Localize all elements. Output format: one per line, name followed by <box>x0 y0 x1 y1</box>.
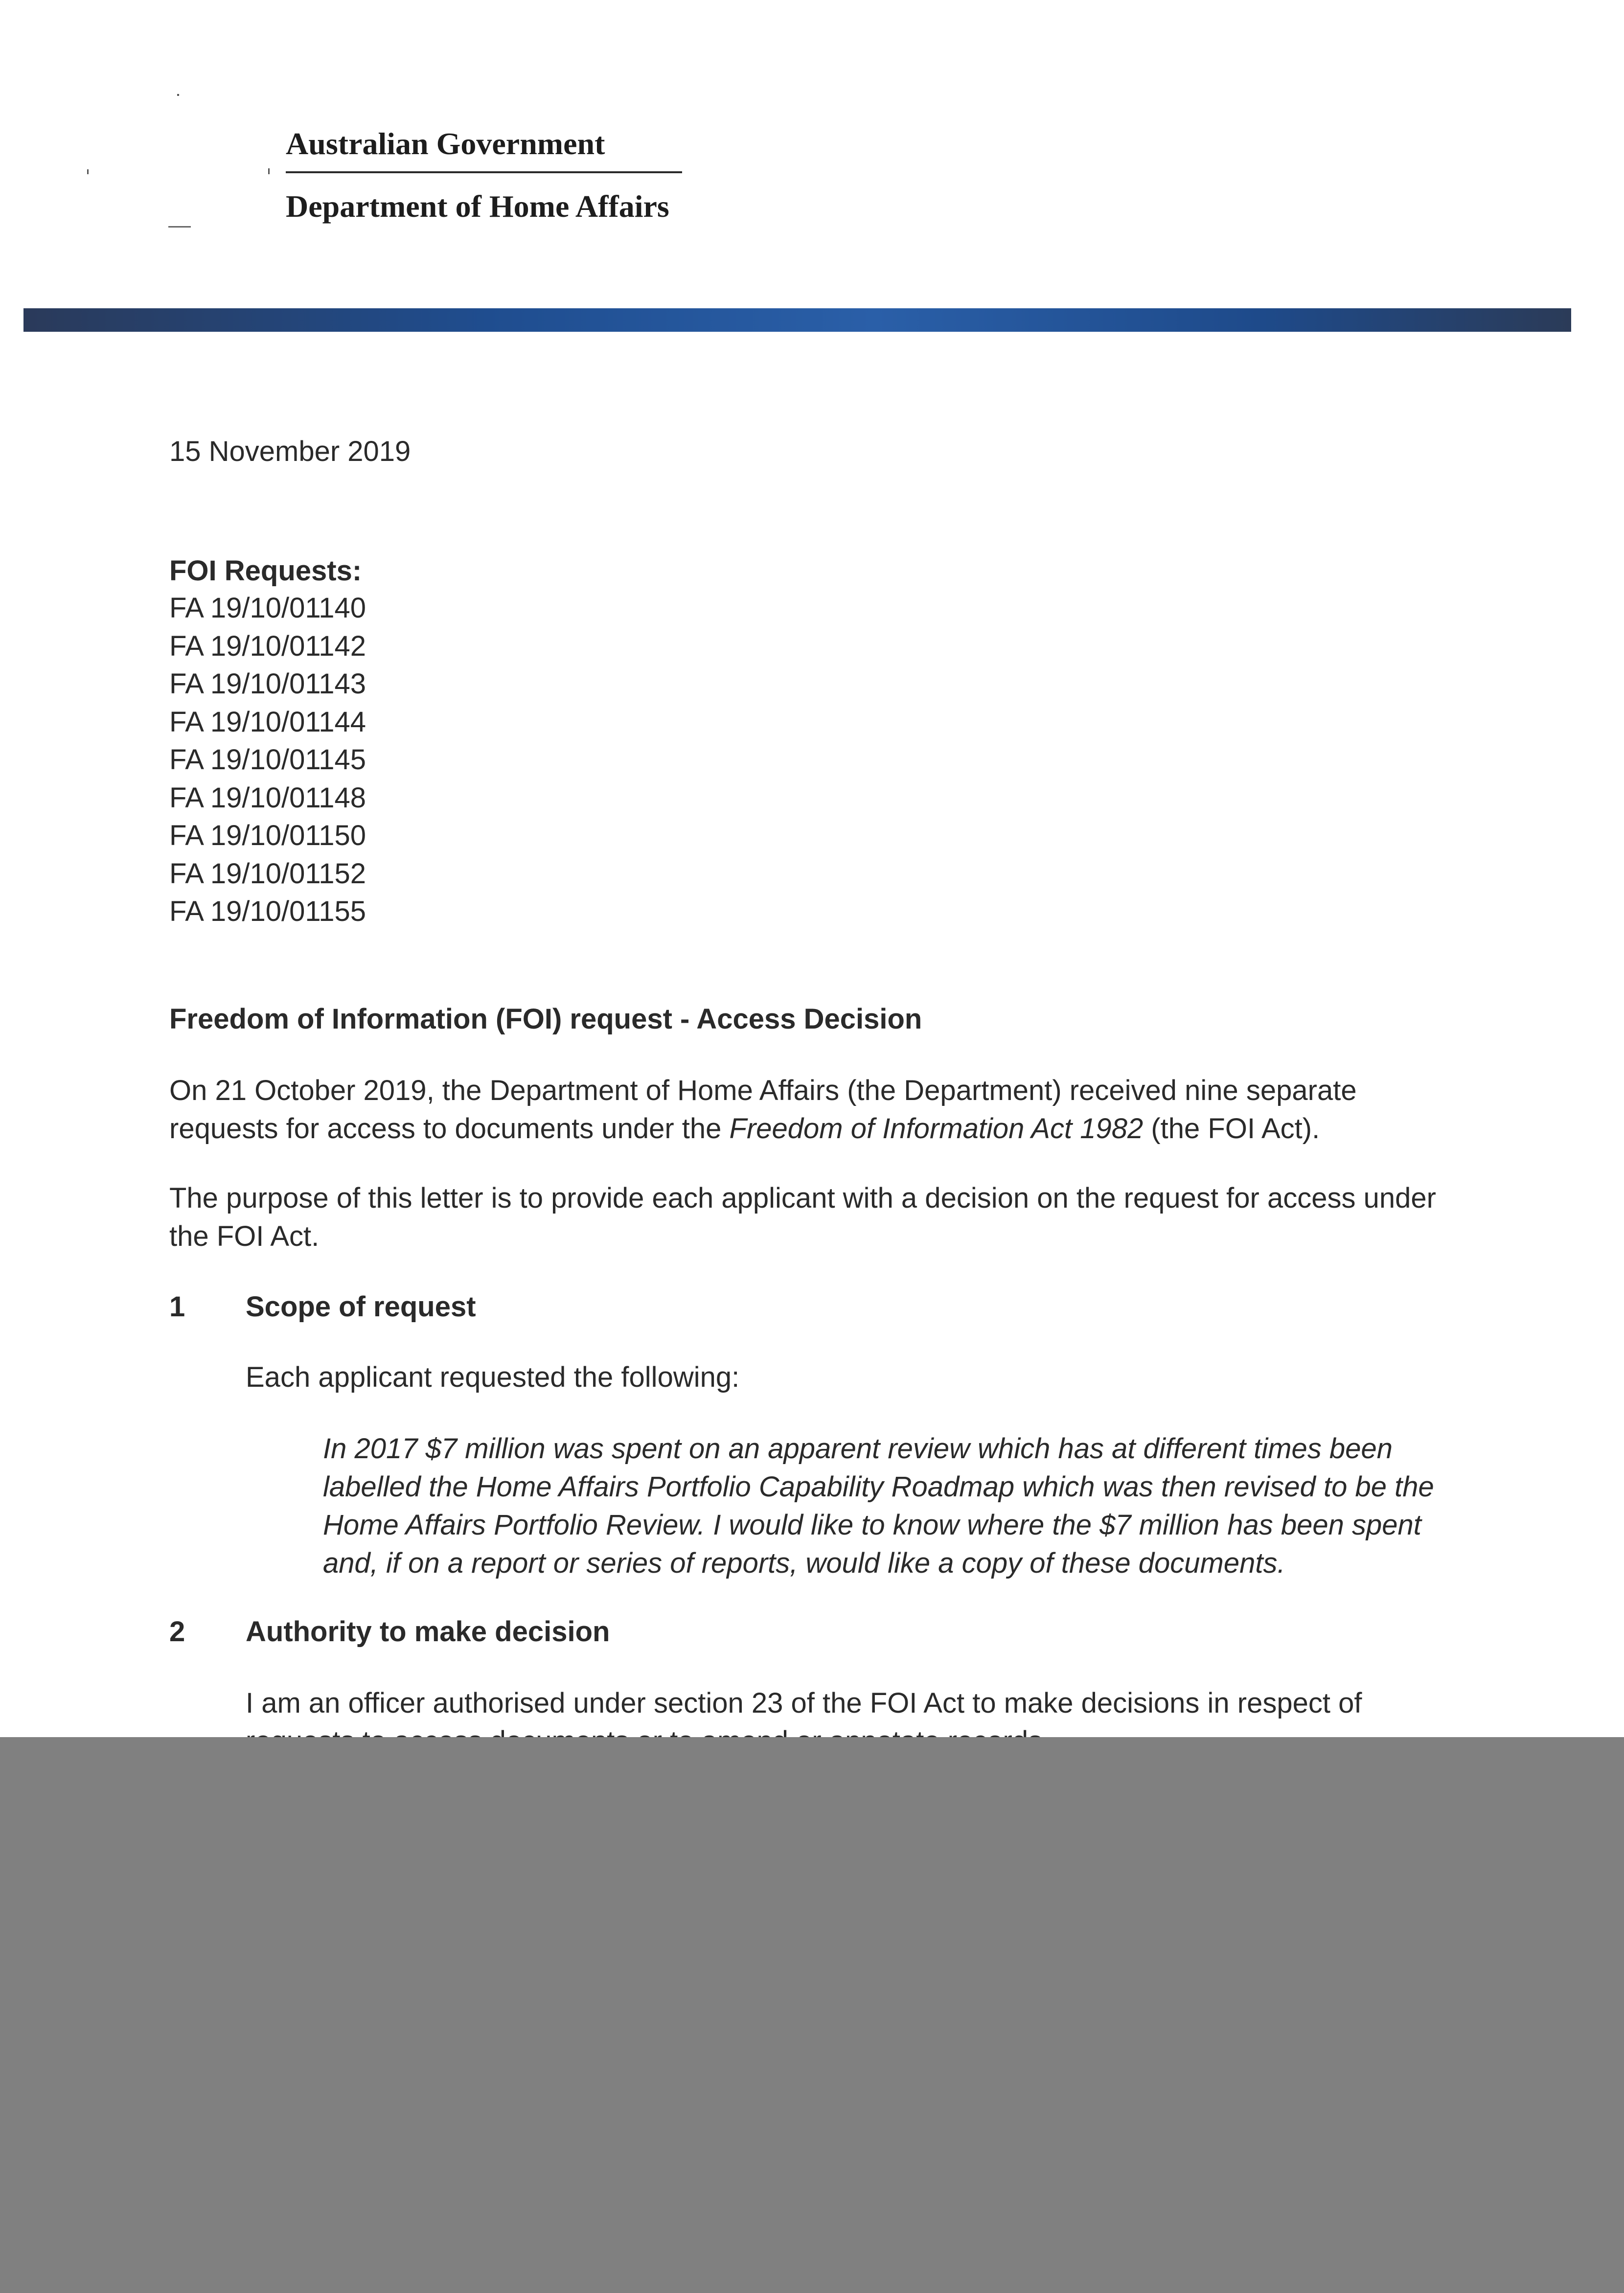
header-band <box>23 308 1571 332</box>
redaction-overlay <box>0 1737 1624 2293</box>
scan-speck <box>177 94 179 96</box>
foi-request-list <box>169 589 366 931</box>
intro-text-end: (the FOI Act). <box>1143 1113 1320 1145</box>
department-name: Department of Home Affairs <box>286 189 669 224</box>
intro-paragraph <box>169 1072 1441 1148</box>
foi-request-number: FA 19/10/01145 <box>169 744 366 776</box>
letter-title: Freedom of Information (FOI) request - Access Decision <box>169 1003 922 1035</box>
foi-request-number: FA 19/10/01143 <box>169 668 366 700</box>
act-name: Freedom of Information Act 1982 <box>729 1113 1144 1145</box>
intro-text-start: On 21 October 2019, the Department of Home Affairs (the Department) received nine separate requests for access to documents under the <box>169 1075 1357 1145</box>
foi-request-number: FA 19/10/01148 <box>169 781 366 814</box>
foi-request-number: FA 19/10/01155 <box>169 895 366 927</box>
scan-speck <box>168 226 191 228</box>
purpose-paragraph: The purpose of this letter is to provide each applicant with a decision on the request for access under the FOI Act. <box>169 1182 1436 1252</box>
section-heading-authority: Authority to make decision <box>246 1616 610 1648</box>
section-number: 2 <box>169 1616 185 1648</box>
foi-requests-heading: FOI Requests: <box>169 555 362 587</box>
scan-speck <box>268 168 270 174</box>
government-name: Australian Government <box>286 126 605 161</box>
section-number: 1 <box>169 1291 185 1323</box>
letterhead <box>286 128 682 222</box>
foi-request-number: FA 19/10/01152 <box>169 857 366 890</box>
request-quote: In 2017 $7 million was spent on an apparent review which has at different times been labelled the Home Affairs Portfolio Capability Roadmap which was then revised to be the Home Affairs Portfolio Review. I would like to know where the $7 million has been spent and, if on a report or series of reports, would like a copy of these documents. <box>323 1433 1434 1579</box>
section-heading-scope: Scope of request <box>246 1291 476 1323</box>
foi-request-number: FA 19/10/01140 <box>169 592 366 624</box>
authority-paragraph: I am an officer authorised under section 23 of the FOI Act to make decisions in respect of <box>246 1687 1362 1719</box>
foi-request-number: FA 19/10/01144 <box>169 706 366 738</box>
scan-speck <box>87 169 89 174</box>
letterhead-rule <box>286 171 682 173</box>
foi-request-number: FA 19/10/01150 <box>169 820 366 851</box>
letter-date: 15 November 2019 <box>169 436 411 467</box>
scope-intro: Each applicant requested the following: <box>246 1361 740 1393</box>
foi-request-number: FA 19/10/01142 <box>169 630 366 662</box>
